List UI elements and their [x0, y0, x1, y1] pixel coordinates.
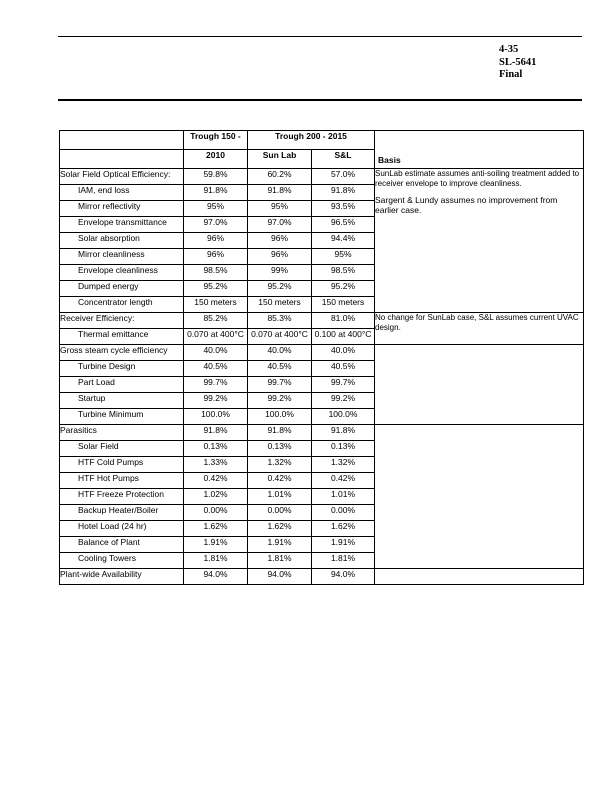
- value-sl: 94.0%: [312, 569, 375, 585]
- value-2010: 0.070 at 400°C: [184, 329, 248, 345]
- value-sunlab: 95.2%: [248, 281, 312, 297]
- table-row: [60, 169, 584, 185]
- table-row: [60, 425, 584, 441]
- row-label: Part Load: [60, 377, 184, 393]
- page-number: 4-35: [499, 44, 519, 55]
- value-2010: 96%: [184, 233, 248, 249]
- value-2010: 59.8%: [184, 169, 248, 185]
- header-2010: 2010: [184, 150, 248, 169]
- row-label: Solar absorption: [60, 233, 184, 249]
- value-sl: 95%: [312, 249, 375, 265]
- value-sunlab: 99.7%: [248, 377, 312, 393]
- value-sl: 0.13%: [312, 441, 375, 457]
- value-2010: 91.8%: [184, 425, 248, 441]
- basis-cell: [375, 313, 584, 345]
- value-sunlab: 96%: [248, 249, 312, 265]
- value-sl: 100.0%: [312, 409, 375, 425]
- report-status: Final: [499, 69, 523, 80]
- value-sunlab: 1.91%: [248, 537, 312, 553]
- value-sl: 95.2%: [312, 281, 375, 297]
- basis-note: No change for SunLab case, S&L assumes current UVAC design.: [375, 313, 579, 332]
- value-sl: 0.00%: [312, 505, 375, 521]
- row-label: Backup Heater/Boiler: [60, 505, 184, 521]
- row-label: Solar Field Optical Efficiency:: [60, 169, 184, 185]
- value-sunlab: 0.00%: [248, 505, 312, 521]
- row-label: Mirror cleanliness: [60, 249, 184, 265]
- row-label: Concentrator length: [60, 297, 184, 313]
- row-label: Cooling Towers: [60, 553, 184, 569]
- basis-note: SunLab estimate assumes anti-soiling treatment added to receiver envelope to improve cleanliness.: [375, 169, 580, 188]
- value-sunlab: 0.13%: [248, 441, 312, 457]
- value-sunlab: 0.42%: [248, 473, 312, 489]
- basis-cell: [375, 569, 584, 585]
- row-label: Turbine Minimum: [60, 409, 184, 425]
- value-2010: 0.42%: [184, 473, 248, 489]
- value-sunlab: 1.62%: [248, 521, 312, 537]
- value-sl: 91.8%: [312, 185, 375, 201]
- value-2010: 85.2%: [184, 313, 248, 329]
- value-sl: 40.0%: [312, 345, 375, 361]
- row-label: Dumped energy: [60, 281, 184, 297]
- value-sl: 150 meters: [312, 297, 375, 313]
- basis-cell: [375, 345, 584, 425]
- value-sl: 81.0%: [312, 313, 375, 329]
- value-sl: 96.5%: [312, 217, 375, 233]
- header-blank-2: [60, 150, 184, 169]
- basis-cell: [375, 169, 584, 313]
- value-sunlab: 85.3%: [248, 313, 312, 329]
- value-sl: 1.81%: [312, 553, 375, 569]
- value-sunlab: 1.81%: [248, 553, 312, 569]
- value-sl: 1.62%: [312, 521, 375, 537]
- value-sl: 0.42%: [312, 473, 375, 489]
- page-header: [499, 44, 599, 82]
- row-label: Receiver Efficiency:: [60, 313, 184, 329]
- value-sunlab: 0.070 at 400°C: [248, 329, 312, 345]
- row-label: Balance of Plant: [60, 537, 184, 553]
- value-2010: 91.8%: [184, 185, 248, 201]
- value-2010: 1.91%: [184, 537, 248, 553]
- row-label: Plant-wide Availability: [60, 569, 184, 585]
- header-trough-200: Trough 200 - 2015: [248, 131, 375, 150]
- value-sl: 91.8%: [312, 425, 375, 441]
- value-sunlab: 99.2%: [248, 393, 312, 409]
- value-2010: 40.0%: [184, 345, 248, 361]
- value-2010: 95%: [184, 201, 248, 217]
- value-sunlab: 95%: [248, 201, 312, 217]
- header-basis: Basis: [375, 131, 584, 169]
- row-label: Turbine Design: [60, 361, 184, 377]
- top-rule: [58, 36, 582, 37]
- row-label: Solar Field: [60, 441, 184, 457]
- table-header-row-1: [60, 131, 584, 150]
- value-sl: 0.100 at 400°C: [312, 329, 375, 345]
- value-sunlab: 91.8%: [248, 425, 312, 441]
- basis-cell: [375, 425, 584, 569]
- row-label: Thermal emittance: [60, 329, 184, 345]
- value-2010: 1.62%: [184, 521, 248, 537]
- value-sunlab: 96%: [248, 233, 312, 249]
- value-sunlab: 1.01%: [248, 489, 312, 505]
- value-sunlab: 150 meters: [248, 297, 312, 313]
- value-sunlab: 97.0%: [248, 217, 312, 233]
- value-2010: 0.00%: [184, 505, 248, 521]
- value-sl: 1.01%: [312, 489, 375, 505]
- value-sunlab: 100.0%: [248, 409, 312, 425]
- row-label: HTF Cold Pumps: [60, 457, 184, 473]
- value-2010: 94.0%: [184, 569, 248, 585]
- value-sl: 1.32%: [312, 457, 375, 473]
- value-sl: 98.5%: [312, 265, 375, 281]
- value-sl: 99.2%: [312, 393, 375, 409]
- value-sunlab: 94.0%: [248, 569, 312, 585]
- row-label: Envelope cleanliness: [60, 265, 184, 281]
- header-trough-150: Trough 150 -: [184, 131, 248, 150]
- value-sunlab: 99%: [248, 265, 312, 281]
- report-id: SL-5641: [499, 56, 537, 68]
- value-2010: 100.0%: [184, 409, 248, 425]
- table-row: [60, 569, 584, 585]
- performance-table: [59, 130, 584, 585]
- value-sunlab: 60.2%: [248, 169, 312, 185]
- table-row: [60, 345, 584, 361]
- header-sl: S&L: [312, 150, 375, 169]
- row-label: Hotel Load (24 hr): [60, 521, 184, 537]
- table-row: [60, 313, 584, 329]
- row-label: IAM, end loss: [60, 185, 184, 201]
- value-2010: 0.13%: [184, 441, 248, 457]
- basis-note-2: Sargent & Lundy assumes no improvement from earlier case.: [375, 195, 558, 215]
- value-sunlab: 91.8%: [248, 185, 312, 201]
- row-label: HTF Freeze Protection: [60, 489, 184, 505]
- row-label: Parasitics: [60, 425, 184, 441]
- row-label: Envelope transmittance: [60, 217, 184, 233]
- value-sl: 94.4%: [312, 233, 375, 249]
- value-sl: 99.7%: [312, 377, 375, 393]
- value-sunlab: 40.0%: [248, 345, 312, 361]
- value-2010: 95.2%: [184, 281, 248, 297]
- value-2010: 150 meters: [184, 297, 248, 313]
- value-2010: 99.7%: [184, 377, 248, 393]
- value-2010: 1.33%: [184, 457, 248, 473]
- row-label: Startup: [60, 393, 184, 409]
- value-sl: 40.5%: [312, 361, 375, 377]
- header-rule: [58, 99, 582, 101]
- value-2010: 96%: [184, 249, 248, 265]
- header-blank: [60, 131, 184, 150]
- value-sunlab: 40.5%: [248, 361, 312, 377]
- header-sunlab: Sun Lab: [248, 150, 312, 169]
- row-label: Mirror reflectivity: [60, 201, 184, 217]
- row-label: HTF Hot Pumps: [60, 473, 184, 489]
- value-2010: 40.5%: [184, 361, 248, 377]
- value-sl: 1.91%: [312, 537, 375, 553]
- value-sunlab: 1.32%: [248, 457, 312, 473]
- value-2010: 1.02%: [184, 489, 248, 505]
- value-2010: 1.81%: [184, 553, 248, 569]
- value-2010: 99.2%: [184, 393, 248, 409]
- value-2010: 98.5%: [184, 265, 248, 281]
- row-label: Gross steam cycle efficiency: [60, 345, 184, 361]
- value-sl: 93.5%: [312, 201, 375, 217]
- value-sl: 57.0%: [312, 169, 375, 185]
- value-2010: 97.0%: [184, 217, 248, 233]
